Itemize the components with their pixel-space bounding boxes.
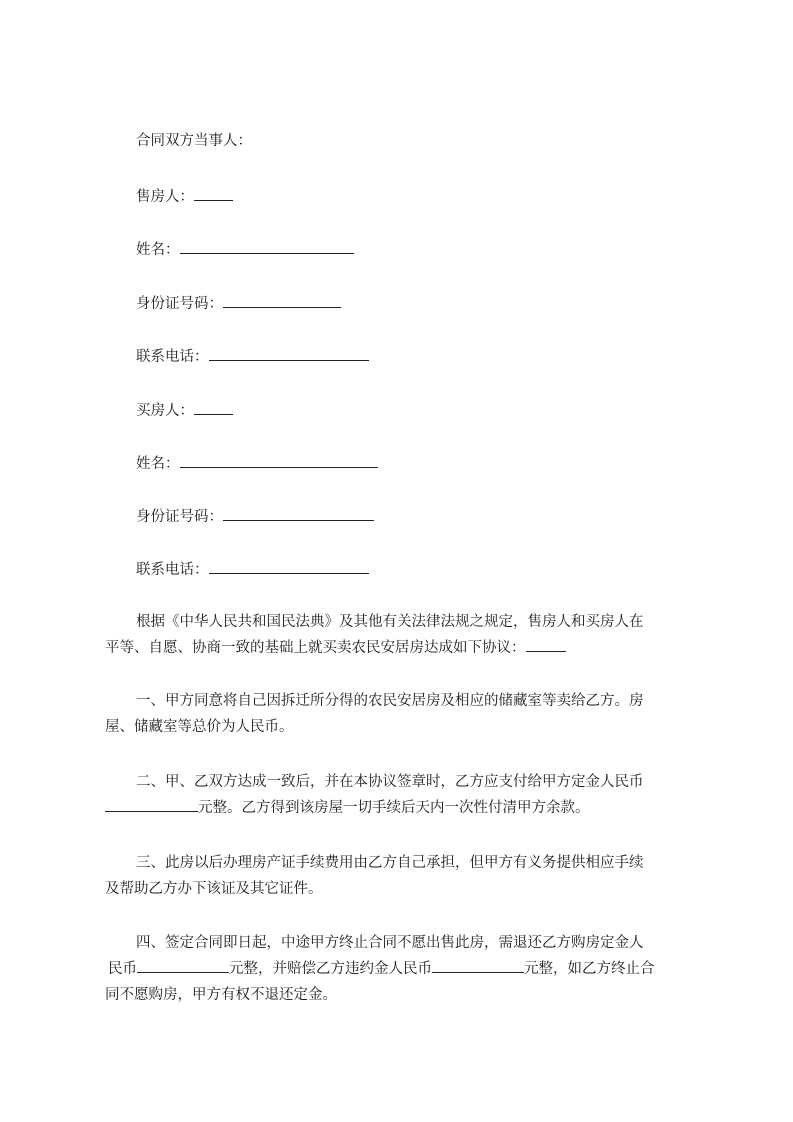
clause-4: 四、签定合同即日起，中途甲方终止合同不愿出售此房，需退还乙方购房定金人 民币 元整，并赔偿乙方违约金人民币 元整，如乙方终止合 同不愿购房，甲方有权不退还定金。 (105, 935, 655, 1003)
seller-id-blank[interactable] (223, 292, 341, 308)
seller-line: 售房人： (136, 185, 233, 207)
refund-amount-blank[interactable] (137, 957, 229, 973)
seller-phone-line: 联系电话： (136, 345, 369, 367)
seller-id-line: 身份证号码： (136, 292, 341, 314)
clause-2: 二、甲、乙双方达成一致后，并在本协议签章时，乙方应支付给甲方定金人民币 元整。乙方得到该房屋一切手续后天内一次性付清甲方余款。 (105, 769, 703, 821)
buyer-phone-blank[interactable] (209, 558, 369, 574)
buyer-line: 买房人： (136, 399, 233, 421)
preamble-paragraph: 根据《中华人民共和国民法典》及其他有关法律法规之规定，售房人和买房人在 平等、自愿、协商一致的基础上就买卖农民安居房达成如下协议： (105, 614, 644, 656)
seller-phone-blank[interactable] (209, 345, 369, 361)
buyer-name-line: 姓名： (136, 452, 378, 474)
buyer-name-blank[interactable] (180, 452, 378, 468)
seller-blank[interactable] (194, 185, 233, 201)
buyer-id-blank[interactable] (223, 505, 374, 521)
deposit-amount-blank[interactable] (105, 796, 198, 812)
clause-3: 三、此房以后办理房产证手续费用由乙方自己承担，但甲方有义务提供相应手续 及帮助乙方办下该证及其它证件。 (105, 855, 644, 897)
penalty-amount-blank[interactable] (432, 957, 524, 973)
buyer-id-line: 身份证号码： (136, 505, 374, 527)
preamble-blank[interactable] (526, 636, 566, 652)
buyer-phone-line: 联系电话： (136, 558, 369, 580)
seller-name-line: 姓名： (136, 238, 354, 260)
buyer-blank[interactable] (194, 399, 233, 415)
seller-name-blank[interactable] (180, 238, 354, 254)
parties-heading: 合同双方当事人： (136, 133, 252, 149)
clause-1: 一、甲方同意将自己因拆迁所分得的农民安居房及相应的储藏室等卖给乙方。房 屋、储藏室等总价为人民币。 (105, 693, 644, 735)
